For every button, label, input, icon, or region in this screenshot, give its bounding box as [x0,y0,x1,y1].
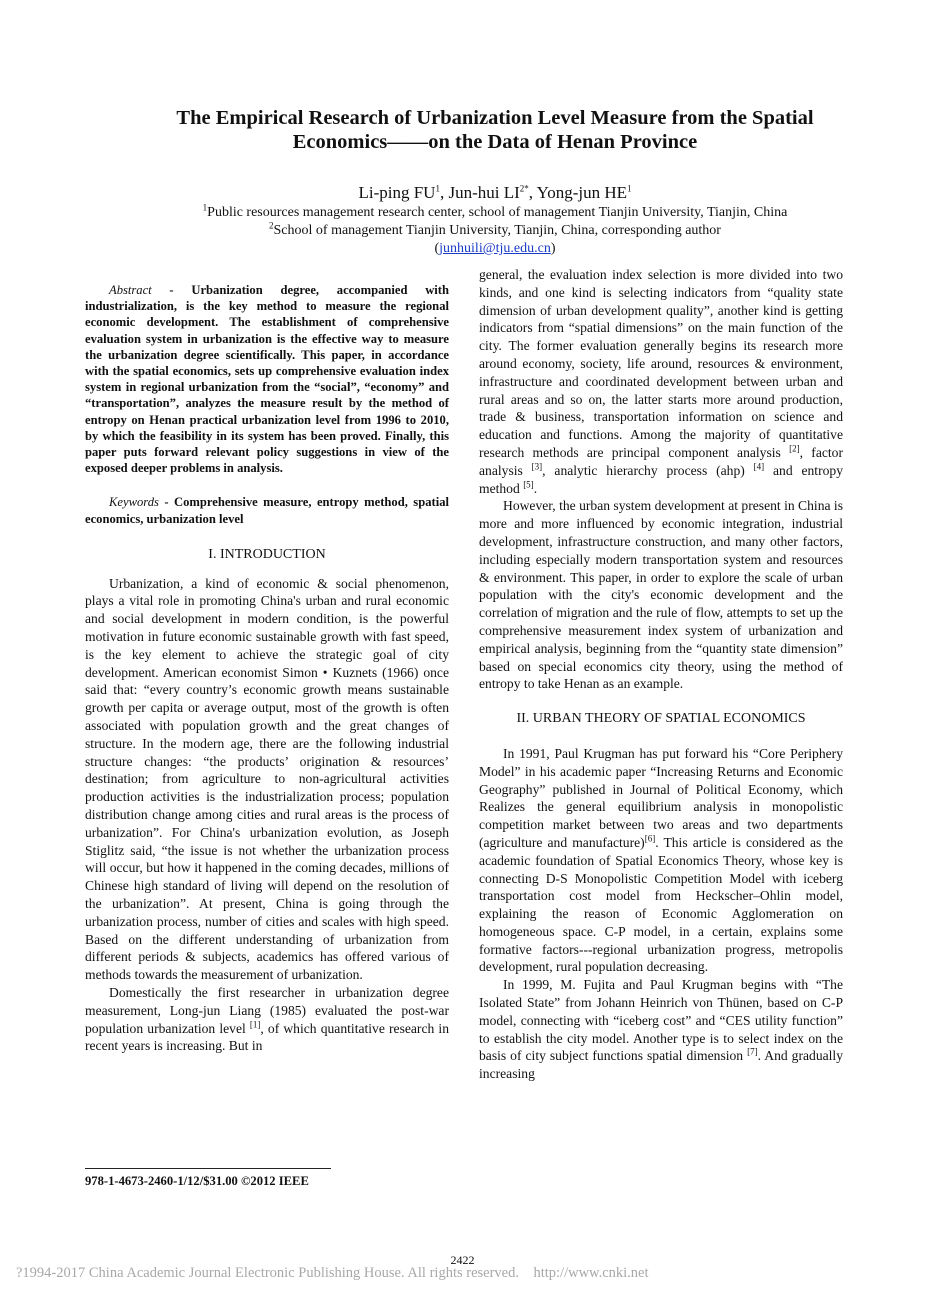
paragraph-text: , analytic hierarchy process (ahp) [542,462,754,478]
intro-paragraph-2-cont [479,266,843,497]
citation-ref: [3] [531,461,543,472]
paragraph-text: In 1991, Paul Krugman has put forward his “Core Periphery Model” in his academic paper “Increasing Returns and Economic Geography” published in Journal of Political Economy, which Realizes the general equilibrium analysis in monopolistic competition market between two areas and two departments (agriculture and manufacture) [479,745,843,850]
watermark-copyright: ?1994-2017 China Academic Journal Electronic Publishing House. All rights reserved. [16,1265,519,1281]
intro-paragraph-3: However, the urban system development at present in China is more and more influenced by economic integration, industrial development, infrastructure construction, and many other factors, including especially modern transportation system and resources & environment. This paper, in order to explore the scale of urban population with the city's economic development and the correlation of migration and the rule of flow, attempts to set up the comprehensive measurement index system of urbanization and empirical analysis, beginning from the “quantity state dimension” based on special economics city theory, using the method of entropy to take Henan as an example. [479,498,843,692]
paper-title [100,106,890,154]
paragraph-text: , of which quantitative research in recent years is increasing. But in [85,1020,449,1054]
citation-ref: [5] [523,479,534,490]
author-name: Jun-hui LI [448,183,520,202]
keywords-text: - Comprehensive measure, entropy method, spatial economics, urbanization level [85,495,449,526]
author-name: Li-ping FU [358,183,436,202]
right-column [479,266,843,1083]
affiliation-2 [100,222,890,239]
paragraph-text: Domestically the first researcher in urbanization degree measurement, Long-jun Liang (1985) evaluated the post-war population urbanization level [85,984,449,1036]
paragraph-text: . [533,480,538,496]
watermark-url: http://www.cnki.net [533,1265,649,1281]
footnote-text: 978-1-4673-2460-1/12/$31.00 ©2012 IEEE [85,1174,309,1188]
author-affil-mark: 2* [519,183,529,194]
paragraph-text: . This article is considered as the academic foundation of Spatial Economics Theory, whose key is connecting D-S Monopolistic Competition Model with iceberg transportation cost model from Heckscher–Ohlin model, explaining the reason of Economic Agglomeration on homogeneous space. C-P model, in a certain, explains some formative factors---regional urbanization progress, metropolis development, rural population decreasing. [479,834,843,975]
citation-ref: [2] [789,443,800,454]
affil-mark: 1 [202,202,208,213]
affiliation-1 [100,204,890,221]
title-line-1: The Empirical Research of Urbanization Level Measure from the Spatial [176,107,814,129]
abstract [85,282,449,476]
author-name: Yong-jun HE [536,183,628,202]
section-heading-introduction: I. INTRODUCTION [208,546,326,562]
paragraph-text: In 1999, M. Fujita and Paul Krugman begins with “The Isolated State” from Johann Heinrich von Thünen, based on C-P model, connecting with “iceberg cost” and “CES utility function” to establish the city model. Another type is to select index on the basis of city subject functions spatial dimension [479,977,843,1064]
paragraph-text: , factor analysis [479,444,843,478]
theory-paragraph-2 [479,976,843,1083]
page-number: 2422 [450,1253,475,1267]
citation-ref: [6] [644,833,656,844]
citation-ref: [4] [753,461,765,472]
footnote-rule [85,1168,331,1169]
abstract-text: - Urbanization degree, accompanied with industrialization, is the key method to measure the regional economic development. The establishment of comprehensive evaluation system in urbanization is the effective way to measure the urbanization degree scientifically. This paper, in accordance with the spatial economics, sets up comprehensive evaluation index system in regional urbanization from the “social”, “economy” and “transportation”, analyzes the measure result by the method of entropy on Henan practical urbanization level from 1996 to 2010, by which the feasibility in its system has been proved. Finally, this paper puts forward relevant policy suggestions in view of the exposed deeper problems in analysis. [85,283,449,476]
email-link[interactable]: junhuili@tju.edu.cn [439,241,551,256]
paragraph-text: general, the evaluation index selection is more divided into two kinds, and one kind is selecting indicators from “quality state dimension of urban development quality”, another kind is getting indicators from “spatial dimensions” on the main function of the city. The former evaluation generally begins its research more around economy, society, life around, resources & environment, infrastructure and coordinated development between urban and rural areas and so on, the latter starts more around production, trade & business, transportation information on science and education and functions. Among the majority of quantitative research methods are principal component analysis [479,267,843,460]
intro-paragraph-2-start [85,984,449,1055]
paragraph-text: and entropy method [479,462,844,496]
title-line-2: Economics——on the Data of Henan Province [292,131,698,153]
keywords [85,494,449,526]
watermark [16,1265,649,1282]
section-heading-urban-theory: II. URBAN THEORY OF SPATIAL ECONOMICS [516,711,806,727]
citation-ref: [1] [249,1019,261,1030]
paragraph-text: . And gradually increasing [479,1048,843,1082]
affil-mark: 2 [269,220,274,231]
author-affil-mark: 1 [627,183,632,194]
left-column [85,268,449,1055]
citation-ref: [7] [747,1046,758,1057]
author-affil-mark: 1 [435,183,440,194]
email-line: (junhuili@tju.edu.cn) [434,241,556,256]
copyright-footnote [85,1168,449,1189]
abstract-label: Abstract [109,283,152,297]
affil-text: School of management Tianjin University, Tianjin, China, corresponding author [273,223,721,238]
theory-paragraph-1 [479,745,843,976]
keywords-label: Keywords [109,495,159,510]
author-list: Li-ping $FU^1$, Jun-hui $LI^{2*}$, Yong-jun $HE^1$ [358,183,632,202]
affil-text: Public resources management research center, school of management Tianjin University, Tianjin, China [207,205,788,220]
intro-paragraph-1: Urbanization, a kind of economic & social phenomenon, plays a vital role in promoting China's urban and rural economic and social development in modern condition, is the powerful motivation in future economic sustainable growth with fast speed, is the key element to achieve the strategic goal of city development. American economist Simon • Kuznets (1966) once said that: “every country’s economic growth means sustainable growth per capita or average output, most of the growth is often associated with population growth and the great changes of structure. In the modern age, there are the following industrial structure changes: “the products’ origination & resources’ destination; from agriculture to non-agricultural activities production activities is the industrialization process; population distribution change among cities and rural areas is the process of urbanization”. For China's urbanization evolution, as Joseph Stiglitz said, “the issue is not whether the urbanization process will occur, but how it happened in the coming decades, millions of Chinese high standard of living will depend on the resolution of the urbanization”. At present, China is going through the urbanization process, number of cities and scales with high speed. Based on the different understanding of urbanization from different periods & subjects, academics has offered various of methods towards the measurement of urbanization. [85,575,449,983]
